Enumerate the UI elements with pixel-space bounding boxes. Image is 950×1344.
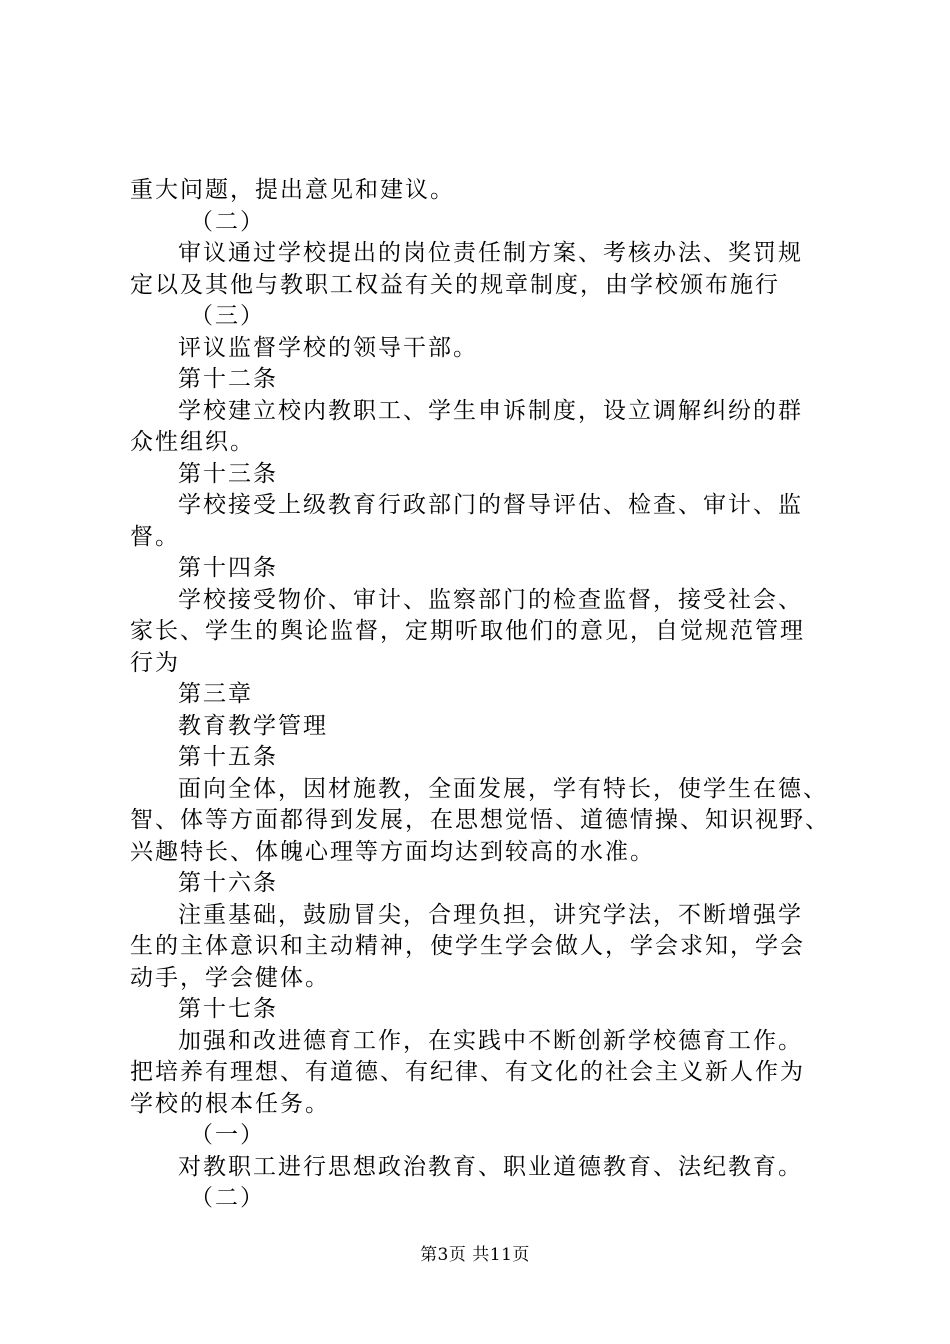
- text-line: 把培养有理想、有道德、有纪律、有文化的社会主义新人作为: [130, 1059, 805, 1085]
- text-line: 学校接受上级教育行政部门的督导评估、检查、审计、监: [178, 492, 803, 518]
- text-line: 定以及其他与教职工权益有关的规章制度，由学校颁布施行: [130, 271, 780, 298]
- text-line: 第十七条: [178, 996, 278, 1022]
- text-line: 学校建立校内教职工、学生申诉制度，设立调解纠纷的群: [178, 397, 803, 424]
- text-line: 面向全体，因材施教，全面发展，学有特长，使学生在德、: [178, 775, 828, 802]
- text-line: （二）: [190, 1185, 265, 1211]
- text-line: 第十二条: [178, 366, 278, 392]
- text-line: 第三章: [178, 681, 253, 707]
- text-line: 第十四条: [178, 555, 278, 581]
- text-line: （三）: [190, 303, 265, 329]
- text-line: 学校接受物价、审计、监察部门的检查监督，接受社会、: [178, 586, 803, 613]
- text-line: 智、体等方面都得到发展，在思想觉悟、道德情操、知识视野、: [130, 807, 830, 833]
- text-line: 审议通过学校提出的岗位责任制方案、考核办法、奖罚规: [178, 240, 803, 266]
- text-line: 行为: [130, 649, 180, 676]
- text-line: 第十三条: [178, 460, 278, 487]
- text-line: 评议监督学校的领导干部。: [178, 334, 478, 361]
- text-line: 教育教学管理: [178, 712, 328, 739]
- text-line: 重大问题，提出意见和建议。: [130, 177, 455, 203]
- text-line: 注重基础，鼓励冒尖，合理负担，讲究学法，不断增强学: [178, 901, 803, 928]
- text-line: 对教职工进行思想政治教育、职业道德教育、法纪教育。: [178, 1153, 803, 1180]
- text-line: 动手，学会健体。: [130, 964, 330, 991]
- document-body: [0, 175, 950, 1215]
- text-line: 生的主体意识和主动精神，使学生学会做人，学会求知，学会: [130, 933, 805, 959]
- text-line: 兴趣特长、体魄心理等方面均达到较高的水准。: [130, 838, 655, 865]
- text-line: 众性组织。: [130, 429, 255, 455]
- text-line: 家长、学生的舆论监督，定期听取他们的意见，自觉规范管理: [130, 618, 805, 644]
- text-line: 学校的根本任务。: [130, 1090, 330, 1117]
- text-line: 第十五条: [178, 744, 278, 770]
- page-footer: 第3页 共11页: [420, 1245, 530, 1265]
- text-line: （一）: [190, 1122, 265, 1148]
- text-line: 加强和改进德育工作，在实践中不断创新学校德育工作。: [178, 1027, 803, 1054]
- text-line: 第十六条: [178, 870, 278, 896]
- text-line: 督。: [130, 523, 180, 550]
- text-line: （二）: [190, 208, 265, 235]
